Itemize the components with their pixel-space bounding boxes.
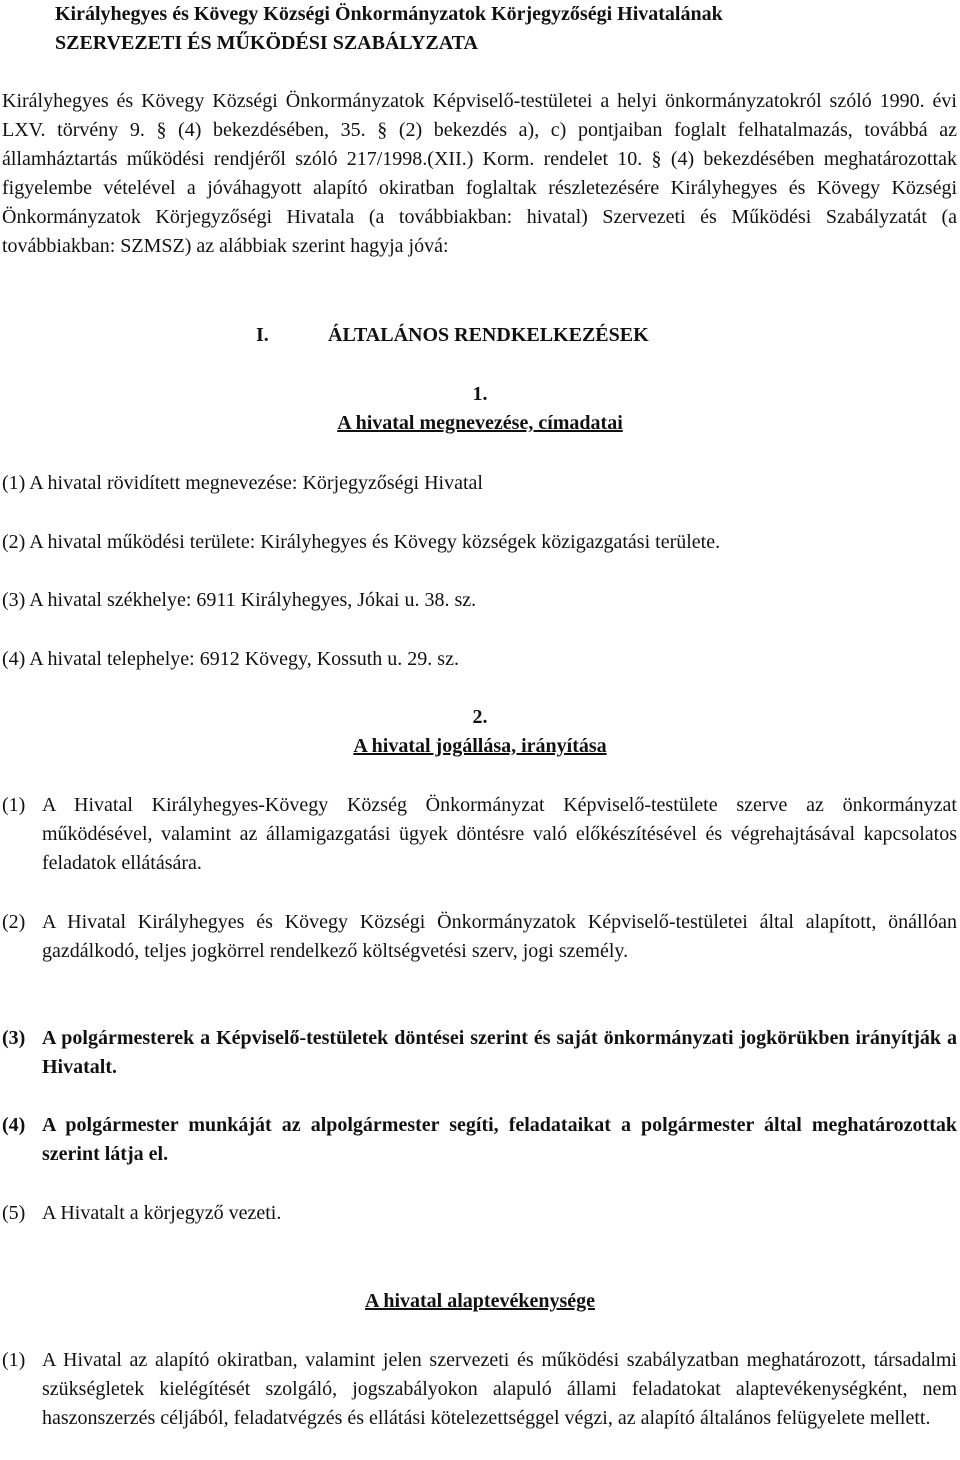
item-text: A polgármesterek a Képviselő-testületek döntései szerint és saját önkormányzati jogkörükben irányítják a Hivatalt.: [42, 1027, 957, 1078]
item-number: (4): [2, 1114, 26, 1136]
section-1-item-3: (3) A hivatal székhelye: 6911 Királyhegyes, Jókai u. 38. sz.: [2, 589, 477, 611]
section-1-title: A hivatal megnevezése, címadatai: [337, 412, 623, 434]
section-2-item-3: [2, 1024, 957, 1082]
item-number: (1): [2, 794, 26, 816]
title-line-2: SZERVEZETI ÉS MŰKÖDÉSI SZABÁLYZATA: [55, 32, 478, 54]
section-1-number: 1.: [472, 383, 488, 405]
section-2-item-4: [2, 1111, 957, 1169]
item-text: A polgármester munkáját az alpolgármester segíti, feladataikat a polgármester által meghatározottak szerint látja el.: [42, 1114, 957, 1165]
section-2-item-2: [2, 908, 957, 966]
section-2-title: A hivatal jogállása, irányítása: [353, 735, 607, 757]
title-line-1: Királyhegyes és Kövegy Községi Önkormányzatok Körjegyzőségi Hivatalának: [55, 3, 723, 25]
item-number: (3): [2, 1027, 26, 1049]
section-2-item-5: [2, 1199, 957, 1228]
section-3-item-1: [2, 1346, 957, 1433]
item-number: (2): [2, 911, 26, 933]
section-3-title: A hivatal alaptevékenysége: [365, 1290, 595, 1312]
item-text: A Hivatalt a körjegyző vezeti.: [42, 1202, 282, 1224]
section-1-item-4: (4) A hivatal telephelye: 6912 Kövegy, Kossuth u. 29. sz.: [2, 648, 459, 670]
item-text: A Hivatal Királyhegyes-Kövegy Község Önkormányzat Képviselő-testülete szerve az önkormányzat működésével, valamint az államigazgatási ügyek döntésre való előkészítésével és végrehajtásával kapcsolatos feladatok ellátására.: [42, 794, 957, 874]
item-number: (5): [2, 1202, 26, 1224]
item-text: A Hivatal az alapító okiratban, valamint jelen szervezeti és működési szabályzatban meghatározott, társadalmi szükségletek kielégítését szolgáló, jogszabályokon alapuló állami feladatokat alaptevékenységként, nem haszonszerzés céljából, feladatvégzés és ellátási kötelezettséggel végzi, az alapító általános felügyelete mellett.: [42, 1349, 957, 1429]
item-number: (1): [2, 1349, 26, 1371]
item-text: A Hivatal Királyhegyes és Kövegy Községi Önkormányzatok Képviselő-testületei által alapított, önállóan gazdálkodó, teljes jogkörrel rendelkező költségvetési szerv, jogi személy.: [42, 911, 957, 962]
section-2-item-1: [2, 791, 957, 878]
document-title: [55, 0, 955, 58]
chapter-title: ÁLTALÁNOS RENDKELKEZÉSEK: [328, 324, 649, 346]
section-1-item-1: (1) A hivatal rövidített megnevezése: Körjegyzőségi Hivatal: [2, 472, 483, 494]
section-1-item-2: (2) A hivatal működési területe: Királyhegyes és Kövegy községek közigazgatási területe.: [2, 531, 721, 553]
intro-paragraph: Királyhegyes és Kövegy Községi Önkormányzatok Képviselő-testületei a helyi önkormányzatokról szóló 1990. évi LXV. törvény 9. § (4) bekezdésében, 35. § (2) bekezdés a), c) pontjaiban foglalt felhatalmazás, továbbá az államháztartás működési rendjéről szóló 217/1998.(XII.) Korm. rendelet 10. § (4) bekezdésében meghatározottak figyelembe vételével a jóváhagyott alapító okiratban foglaltak részletezésére Királyhegyes és Kövegy Községi Önkormányzatok Körjegyzőségi Hivatala (a továbbiakban: hivatal) Szervezeti és Működési Szabályzatát (a továbbiakban: SZMSZ) az alábbiak szerint hagyja jóvá:: [2, 90, 957, 257]
section-2-number: 2.: [472, 706, 488, 728]
chapter-numeral: I.: [256, 324, 269, 346]
